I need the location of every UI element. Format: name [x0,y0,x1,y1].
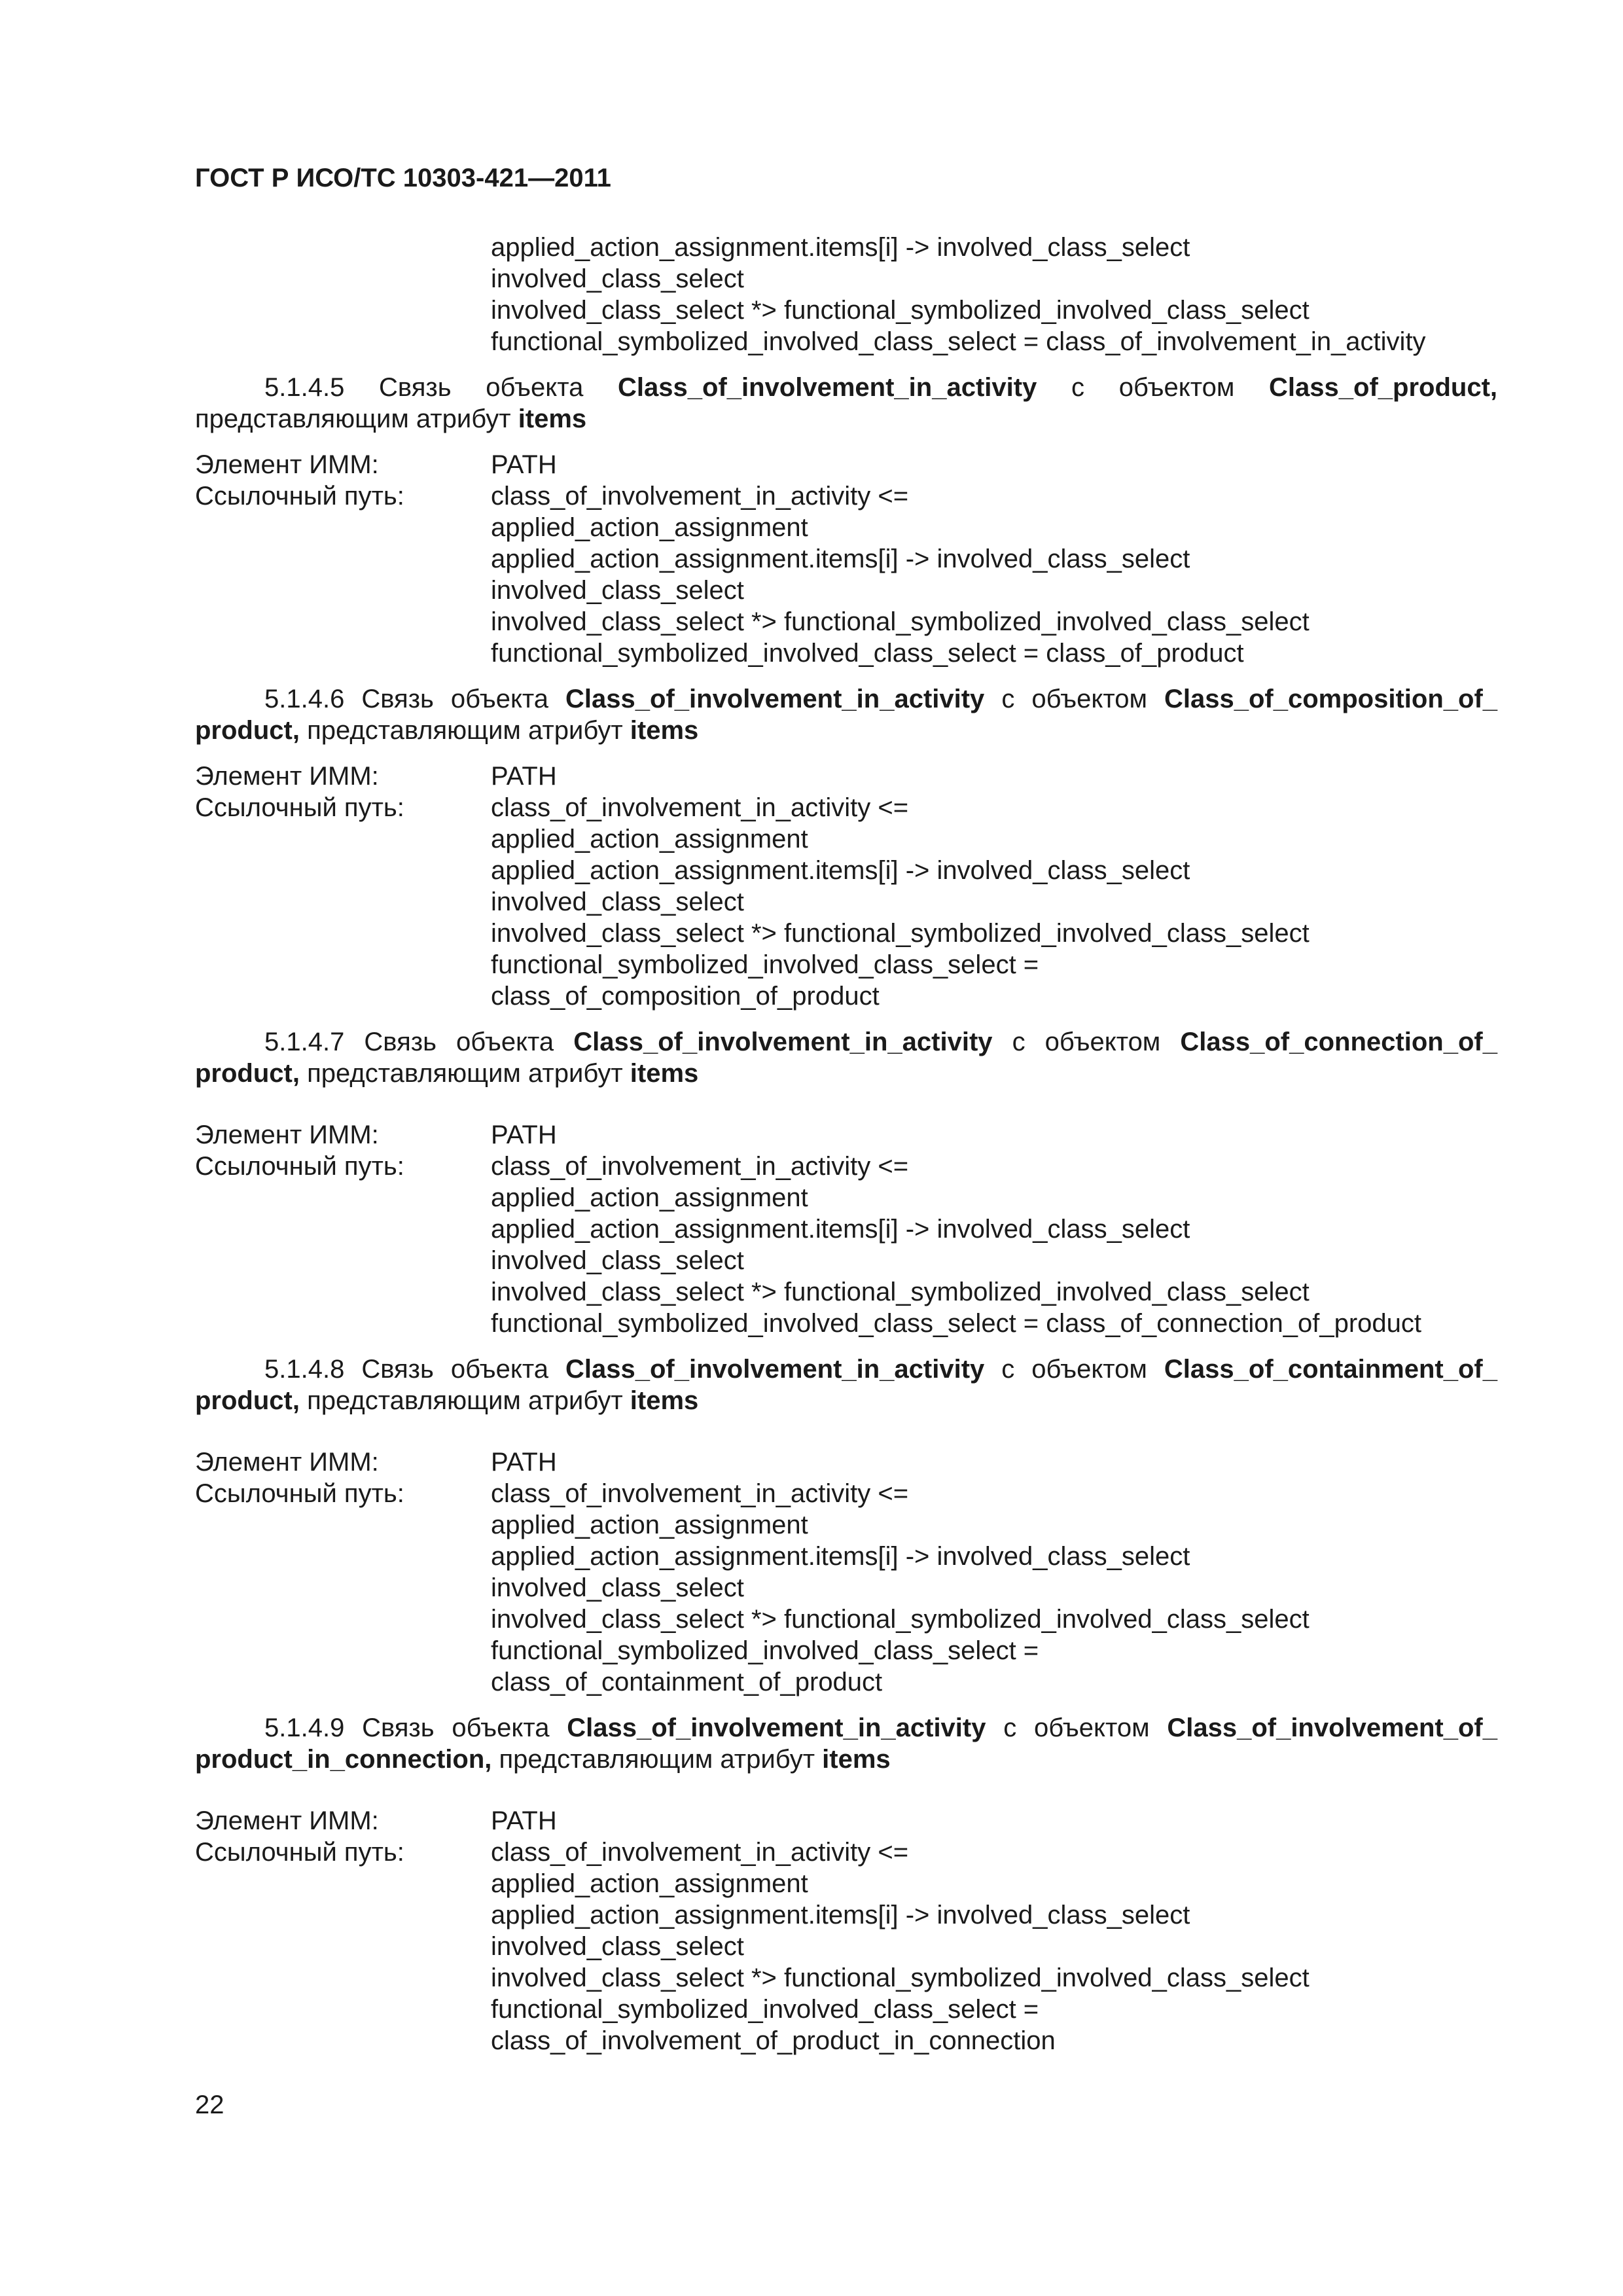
reference-path-label: Ссылочный путь: [195,1152,404,1181]
path-line: functional_symbolized_involved_class_select = class_of_connection_of_product [491,1309,1421,1338]
path-line: applied_action_assignment [491,1869,808,1898]
aim-element-label: Элемент ИММ: [195,1806,379,1835]
reference-path-lines [491,823,1497,1012]
path-line: applied_action_assignment.items[i] -> involved_class_select [491,233,1190,262]
source-entity: Class_of_involvement_in_activity [565,685,985,713]
aim-element-row [195,1805,1497,1837]
aim-element-value: PATH [491,1806,557,1835]
reference-path-label: Ссылочный путь: [195,482,404,511]
mapping-block [195,1119,1497,1339]
mapping-block [195,761,1497,1012]
path-line: involved_class_select *> functional_symbolized_involved_class_select [491,919,1310,948]
section-number: 5.1.4.6 [264,685,345,713]
heading-suffix: представляющим атрибут [307,1386,623,1415]
heading-middle: с объектом [1071,373,1235,402]
aim-element-value: PATH [491,1448,557,1477]
aim-element-row [195,1446,1497,1478]
reference-path-lines [491,1182,1497,1339]
aim-element-row [195,1119,1497,1151]
path-line: applied_action_assignment [491,1511,808,1539]
reference-path-lines [491,1868,1497,2056]
path-line: functional_symbolized_involved_class_select = class_of_involvement_in_activity [491,327,1426,356]
reference-path-row [195,1151,1497,1182]
path-line: applied_action_assignment [491,825,808,853]
path-line: involved_class_select [491,576,744,605]
path-line: involved_class_select *> functional_symbolized_involved_class_select [491,1278,1310,1306]
reference-path-lines [491,1509,1497,1698]
reference-path-row [195,1478,1497,1509]
path-line: class_of_involvement_in_activity <= [491,1479,909,1508]
section-number: 5.1.4.5 [264,373,345,402]
path-line: applied_action_assignment.items[i] -> involved_class_select [491,1215,1190,1244]
path-line: class_of_involvement_in_activity <= [491,1152,909,1181]
reference-path-label: Ссылочный путь: [195,1838,404,1867]
source-entity: Class_of_involvement_in_activity [573,1028,993,1056]
document-content [195,232,1497,2056]
section-5-1-4-7 [195,1026,1497,1339]
aim-element-label: Элемент ИММ: [195,762,379,791]
target-entity: Class_of_composition_of_ product, [195,685,1498,745]
attribute-name: items [630,1386,699,1415]
source-entity: Class_of_involvement_in_activity [567,1713,986,1742]
attribute-name: items [630,1059,699,1088]
path-line: class_of_composition_of_product [491,982,880,1011]
reference-path-lines [491,512,1497,669]
heading-suffix: представляющим атрибут [195,404,511,433]
section-heading [195,683,1497,746]
path-line: applied_action_assignment.items[i] -> involved_class_select [491,856,1190,885]
heading-suffix: представляющим атрибут [499,1745,815,1774]
section-number: 5.1.4.8 [264,1355,345,1384]
path-line: class_of_containment_of_product [491,1668,883,1696]
mapping-block [195,449,1497,669]
reference-path-label: Ссылочный путь: [195,793,404,822]
path-line: involved_class_select *> functional_symbolized_involved_class_select [491,1605,1310,1634]
aim-element-row [195,761,1497,792]
attribute-name: items [518,404,587,433]
reference-path-label: Ссылочный путь: [195,1479,404,1508]
section-5-1-4-6 [195,683,1497,1012]
path-line: class_of_involvement_of_product_in_connection [491,2026,1056,2055]
mapping-block [195,1446,1497,1698]
aim-element-row [195,449,1497,480]
page-number: 22 [195,2090,224,2119]
path-line: involved_class_select *> functional_symbolized_involved_class_select [491,296,1310,325]
heading-middle: с объектом [1012,1028,1161,1056]
source-entity: Class_of_involvement_in_activity [618,373,1037,402]
path-line: involved_class_select *> functional_symbolized_involved_class_select [491,607,1310,636]
path-line: functional_symbolized_involved_class_select = [491,1995,1039,2024]
section-heading [195,1712,1497,1775]
path-line: involved_class_select [491,1573,744,1602]
path-line: class_of_involvement_in_activity <= [491,1838,909,1867]
target-entity: Class_of_product, [1269,373,1497,402]
path-line: functional_symbolized_involved_class_select = [491,950,1039,979]
path-line: involved_class_select [491,888,744,916]
attribute-name: items [630,716,699,745]
section-number: 5.1.4.9 [264,1713,345,1742]
heading-suffix: представляющим атрибут [307,1059,623,1088]
heading-prefix: Связь объекта [362,1713,550,1742]
heading-suffix: представляющим атрибут [307,716,623,745]
section-5-1-4-9 [195,1712,1497,2056]
path-line: applied_action_assignment.items[i] -> involved_class_select [491,1901,1190,1929]
heading-middle: с объектом [1001,1355,1147,1384]
intro-path-block [491,232,1497,357]
aim-element-label: Элемент ИММ: [195,450,379,479]
path-line: functional_symbolized_involved_class_select = [491,1636,1039,1665]
heading-prefix: Связь объекта [364,1028,554,1056]
heading-prefix: Связь объекта [361,1355,548,1384]
mapping-block [195,1805,1497,2056]
path-line: class_of_involvement_in_activity <= [491,793,909,822]
aim-element-label: Элемент ИММ: [195,1121,379,1149]
path-line: applied_action_assignment.items[i] -> involved_class_select [491,1542,1190,1571]
path-line: class_of_involvement_in_activity <= [491,482,909,511]
reference-path-row [195,480,1497,512]
section-heading [195,372,1497,435]
heading-middle: с объектом [1001,685,1147,713]
heading-middle: с объектом [1003,1713,1150,1742]
reference-path-row [195,1837,1497,1868]
aim-element-value: PATH [491,450,557,479]
section-heading [195,1026,1497,1089]
target-entity: Class_of_containment_of_ product, [195,1355,1497,1415]
source-entity: Class_of_involvement_in_activity [565,1355,985,1384]
path-line: involved_class_select [491,1246,744,1275]
reference-path-row [195,792,1497,823]
section-number: 5.1.4.7 [264,1028,345,1056]
path-line: functional_symbolized_involved_class_select = class_of_product [491,639,1244,668]
heading-prefix: Связь объекта [361,685,549,713]
heading-prefix: Связь объекта [379,373,584,402]
path-line: applied_action_assignment [491,513,808,542]
path-line: involved_class_select *> functional_symbolized_involved_class_select [491,1964,1310,1992]
section-heading [195,1354,1497,1416]
path-line: involved_class_select [491,1932,744,1961]
path-line: applied_action_assignment.items[i] -> involved_class_select [491,545,1190,573]
section-5-1-4-8 [195,1354,1497,1698]
document-header: ГОСТ Р ИСО/ТС 10303-421—2011 [195,164,611,192]
attribute-name: items [822,1745,891,1774]
section-5-1-4-5 [195,372,1497,669]
path-line: involved_class_select [491,264,744,293]
target-entity: Class_of_connection_of_ product, [195,1028,1497,1088]
aim-element-value: PATH [491,1121,557,1149]
aim-element-value: PATH [491,762,557,791]
path-line: applied_action_assignment [491,1183,808,1212]
target-entity: Class_of_involvement_of_ product_in_connection, [195,1713,1497,1774]
aim-element-label: Элемент ИММ: [195,1448,379,1477]
